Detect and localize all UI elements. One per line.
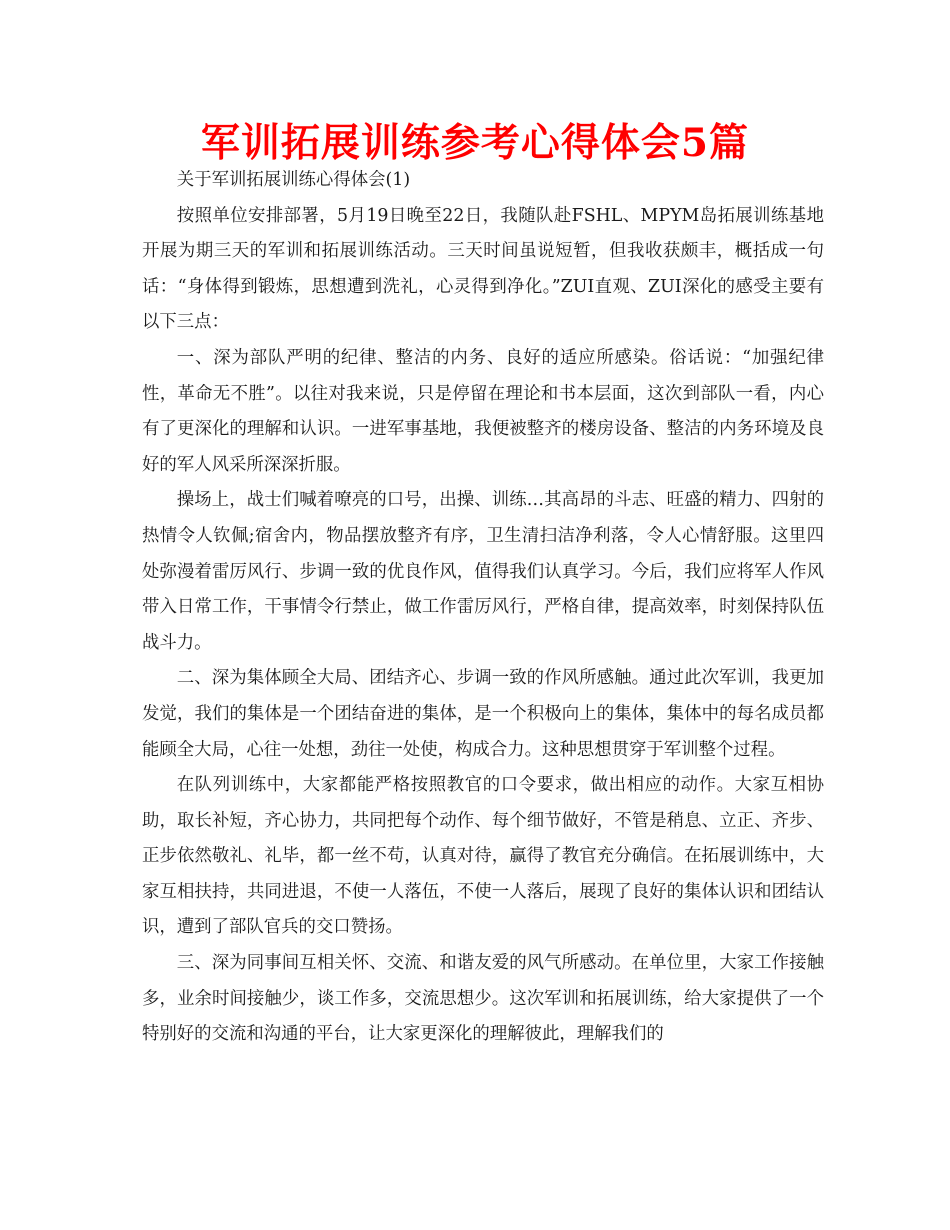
section-subheading: 关于军训拓展训练心得体会(1): [176, 170, 411, 190]
document-title: 军训拓展训练参考心得体会5篇: [200, 120, 750, 166]
paragraph-point-one: 一、深为部队严明的纪律、整洁的内务、良好的适应所感染。俗话说：“加强纪律性，革命无不胜”。以往对我来说，只是停留在理论和书本层面，这次到部队一看，内心有了更深化的理解和认识。一进军事基地，我便被整齐的楼房设备、整洁的内务环境及良好的军人风采所深深折服。: [142, 347, 824, 475]
document-body: [142, 163, 824, 1053]
paragraph-point-three: 三、深为同事间互相关怀、交流、和谐友爱的风气所感动。在单位里，大家工作接触多，业余时间接触少，谈工作多，交流思想少。这次军训和拓展训练，给大家提供了一个特别好的交流和沟通的平台，让大家更深化的理解彼此，理解我们的: [142, 953, 824, 1045]
paragraph-point-two: 二、深为集体顾全大局、团结齐心、步调一致的作风所感触。通过此次军训，我更加发觉，我们的集体是一个团结奋进的集体，是一个积极向上的集体，集体中的每名成员都能顾全大局，心往一处想，劲往一处使，构成合力。这种思想贯穿于军训整个过程。: [142, 668, 824, 760]
paragraph-intro: 按照单位安排部署，5月19日晚至22日，我随队赴FSHL、MPYM岛拓展训练基地开展为期三天的军训和拓展训练活动。三天时间虽说短暂，但我收获颇丰，概括成一句话：“身体得到锻炼，思想遭到洗礼，心灵得到净化。”ZUI直观、ZUI深化的感受主要有以下三点：: [142, 205, 824, 333]
paragraph-drill-ground: 操场上，战士们喊着嘹亮的口号，出操、训练…其高昂的斗志、旺盛的精力、四射的热情令人钦佩;宿舍内，物品摆放整齐有序，卫生清扫洁净利落，令人心情舒服。这里四处弥漫着雷厉风行、步调一致的优良作风，值得我们认真学习。今后，我们应将军人作风带入日常工作，干事情令行禁止，做工作雷厉风行，严格自律，提高效率，时刻保持队伍战斗力。: [142, 490, 824, 653]
paragraph-formation-training: 在队列训练中，大家都能严格按照教官的口令要求，做出相应的动作。大家互相协助，取长补短，齐心协力，共同把每个动作、每个细节做好，不管是稍息、立正、齐步、正步依然敬礼、礼毕，都一丝不苟，认真对待，赢得了教官充分确信。在拓展训练中，大家互相扶持，共同进退，不使一人落伍，不使一人落后，展现了良好的集体认识和团结认识，遭到了部队官兵的交口赞扬。: [142, 775, 824, 938]
